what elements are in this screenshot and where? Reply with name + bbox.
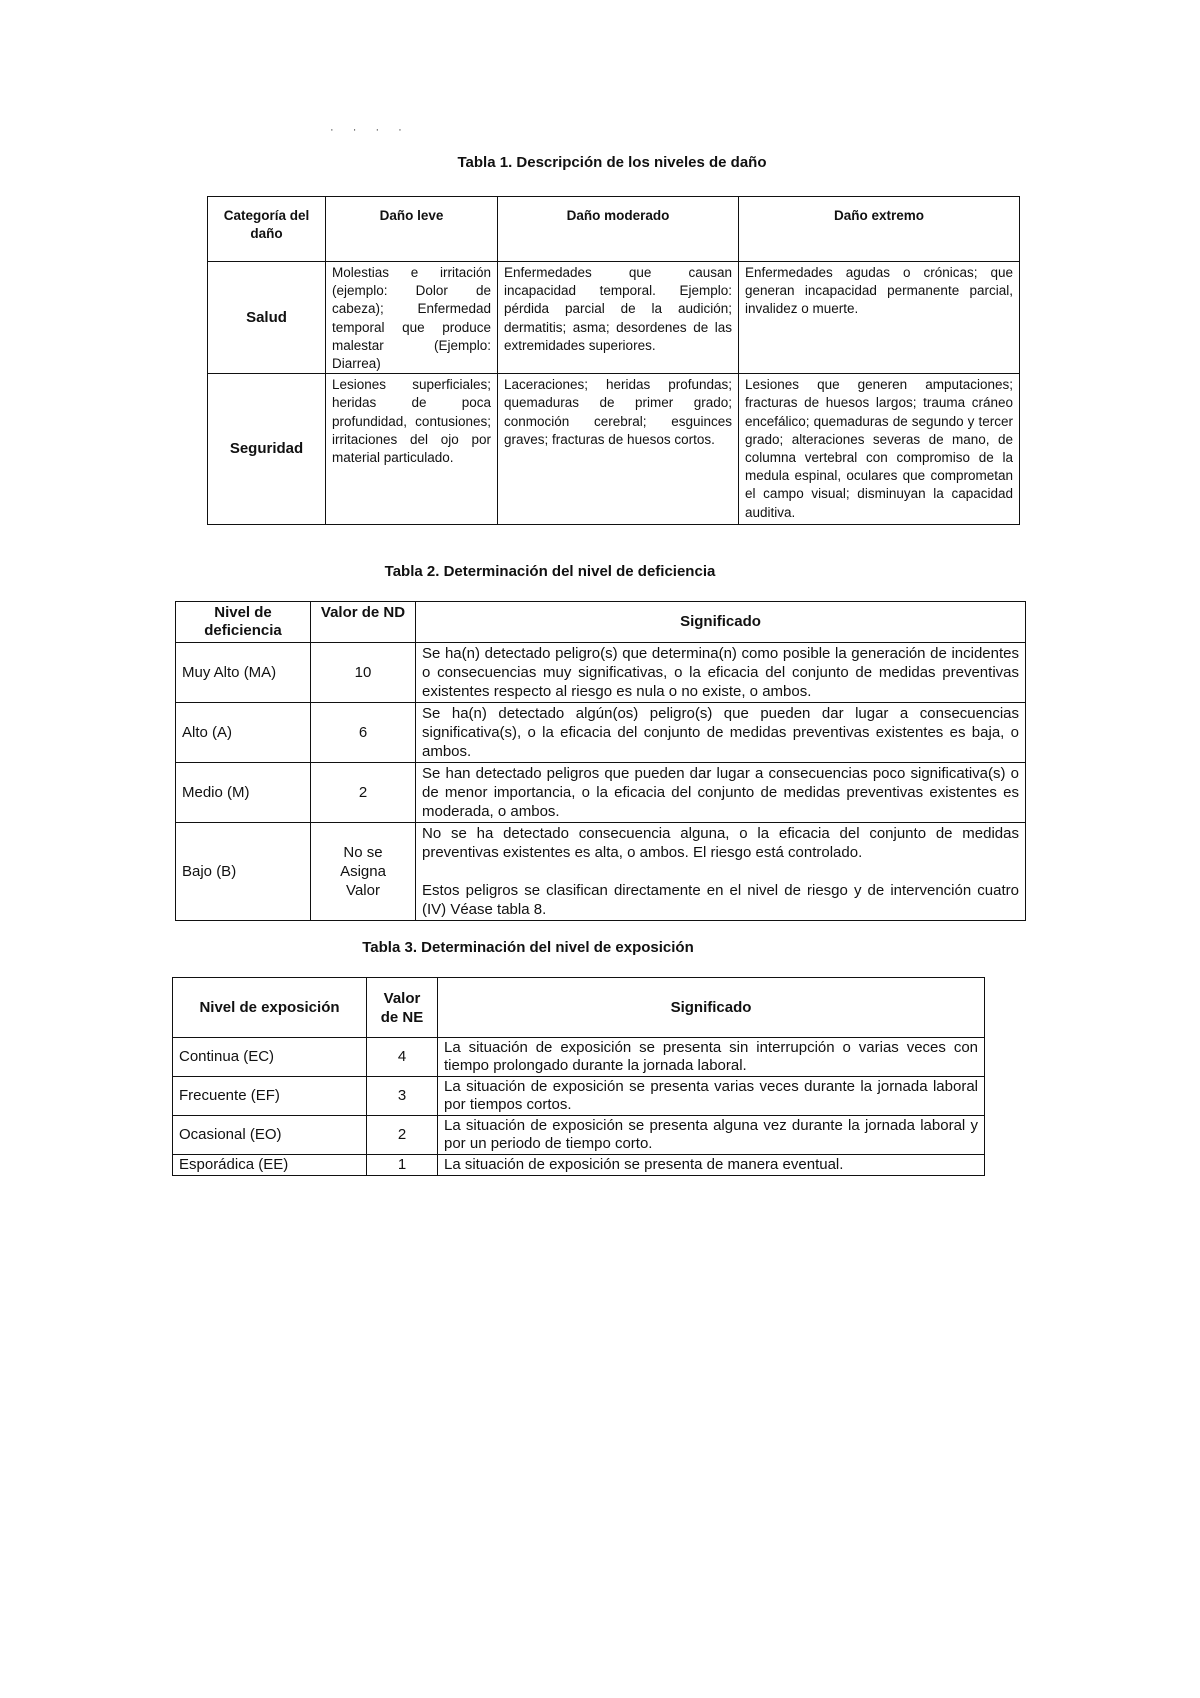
header-mild-damage: Daño leve — [326, 197, 498, 262]
table-header-row — [208, 197, 1020, 262]
table1-caption: Tabla 1. Descripción de los niveles de daño — [457, 154, 767, 171]
level-cell: Medio (M) — [176, 763, 311, 823]
header-moderate-damage: Daño moderado — [498, 197, 739, 262]
moderate-damage-cell: Enfermedades que causan incapacidad temporal. Ejemplo: pérdida parcial de la audición; dermatitis; asma; desordenes de las extremidades superiores. — [498, 262, 739, 374]
value-cell: 1 — [367, 1155, 438, 1176]
table-exposure-level — [172, 977, 985, 1176]
meaning-cell — [416, 823, 1026, 921]
category-cell: Salud — [208, 262, 326, 374]
value-cell: 6 — [311, 703, 416, 763]
table-deficiency-level — [175, 601, 1026, 921]
scan-fragment: · · · · — [330, 124, 410, 136]
level-cell: Muy Alto (MA) — [176, 643, 311, 703]
level-cell: Frecuente (EF) — [173, 1077, 367, 1116]
category-cell: Seguridad — [208, 374, 326, 525]
value-cell: 10 — [311, 643, 416, 703]
meaning-cell: La situación de exposición se presenta de manera eventual. — [438, 1155, 985, 1176]
level-cell: Bajo (B) — [176, 823, 311, 921]
table-row — [208, 374, 1020, 525]
mild-damage-cell: Lesiones superficiales; heridas de poca profundidad, contusiones; irritaciones del ojo por material particulado. — [326, 374, 498, 525]
meaning-cell: La situación de exposición se presenta alguna vez durante la jornada laboral y por un periodo de tiempo corto. — [438, 1116, 985, 1155]
table2-caption: Tabla 2. Determinación del nivel de deficiencia — [384, 563, 716, 580]
value-cell: 3 — [367, 1077, 438, 1116]
header-deficiency-level: Nivel de deficiencia — [176, 602, 311, 643]
value-cell: 2 — [367, 1116, 438, 1155]
meaning-cell: Se ha(n) detectado algún(os) peligro(s) que pueden dar lugar a consecuencias significativa(s), o la eficacia del conjunto de medidas preventivas existentes es baja, o ambos. — [416, 703, 1026, 763]
table-row — [208, 262, 1020, 374]
header-meaning: Significado — [438, 978, 985, 1038]
header-meaning: Significado — [416, 602, 1026, 643]
table-row — [173, 1116, 985, 1155]
table-header-row — [173, 978, 985, 1038]
level-cell: Esporádica (EE) — [173, 1155, 367, 1176]
value-cell: 4 — [367, 1038, 438, 1077]
extreme-damage-cell: Lesiones que generen amputaciones; fracturas de huesos largos; trauma cráneo encefálico; quemaduras de segundo y tercer grado; alteraciones severas de mano, de columna vertebral con compromiso de la medula espinal, oculares que comprometan el campo visual; disminuyan la capacidad auditiva. — [739, 374, 1020, 525]
meaning-cell: Se ha(n) detectado peligro(s) que determina(n) como posible la generación de incidentes o consecuencias muy significativas, o la eficacia del conjunto de medidas preventivas existentes respecto al riesgo es nula o no existe, o ambos. — [416, 643, 1026, 703]
table-row — [173, 1155, 985, 1176]
table-header-row — [176, 602, 1026, 643]
header-extreme-damage: Daño extremo — [739, 197, 1020, 262]
header-damage-category: Categoría del daño — [208, 197, 326, 262]
level-cell: Alto (A) — [176, 703, 311, 763]
meaning-text: No se ha detectado consecuencia alguna, o la eficacia del conjunto de medidas preventivas existentes es alta, o ambos. El riesgo está controlado. — [422, 825, 1019, 861]
header-nd-value: Valor de ND — [311, 602, 416, 643]
meaning-cell: La situación de exposición se presenta sin interrupción o varias veces con tiempo prolongado durante la jornada laboral. — [438, 1038, 985, 1077]
table-row — [176, 643, 1026, 703]
value-cell: No se Asigna Valor — [311, 823, 416, 921]
table3-caption: Tabla 3. Determinación del nivel de exposición — [362, 939, 694, 956]
meaning-note: Estos peligros se clasifican directamente en el nivel de riesgo y de intervención cuatro (IV) Véase tabla 8. — [422, 882, 1019, 918]
table-row — [173, 1077, 985, 1116]
value-cell: 2 — [311, 763, 416, 823]
meaning-cell: La situación de exposición se presenta varias veces durante la jornada laboral por tiempos cortos. — [438, 1077, 985, 1116]
table-row — [176, 823, 1026, 921]
table-row — [173, 1038, 985, 1077]
header-exposure-level: Nivel de exposición — [173, 978, 367, 1038]
level-cell: Ocasional (EO) — [173, 1116, 367, 1155]
header-ne-value: Valor de NE — [367, 978, 438, 1038]
level-cell: Continua (EC) — [173, 1038, 367, 1077]
table-damage-levels — [207, 196, 1020, 525]
mild-damage-cell: Molestias e irritación (ejemplo: Dolor de cabeza); Enfermedad temporal que produce malestar (Ejemplo: Diarrea) — [326, 262, 498, 374]
extreme-damage-cell: Enfermedades agudas o crónicas; que generan incapacidad permanente parcial, invalidez o muerte. — [739, 262, 1020, 374]
meaning-cell: Se han detectado peligros que pueden dar lugar a consecuencias poco significativa(s) o de menor importancia, o la eficacia del conjunto de medidas preventivas existentes es moderada, o ambos. — [416, 763, 1026, 823]
table-row — [176, 763, 1026, 823]
moderate-damage-cell: Laceraciones; heridas profundas; quemaduras de primer grado; conmoción cerebral; esguinces graves; fracturas de huesos cortos. — [498, 374, 739, 525]
table-row — [176, 703, 1026, 763]
